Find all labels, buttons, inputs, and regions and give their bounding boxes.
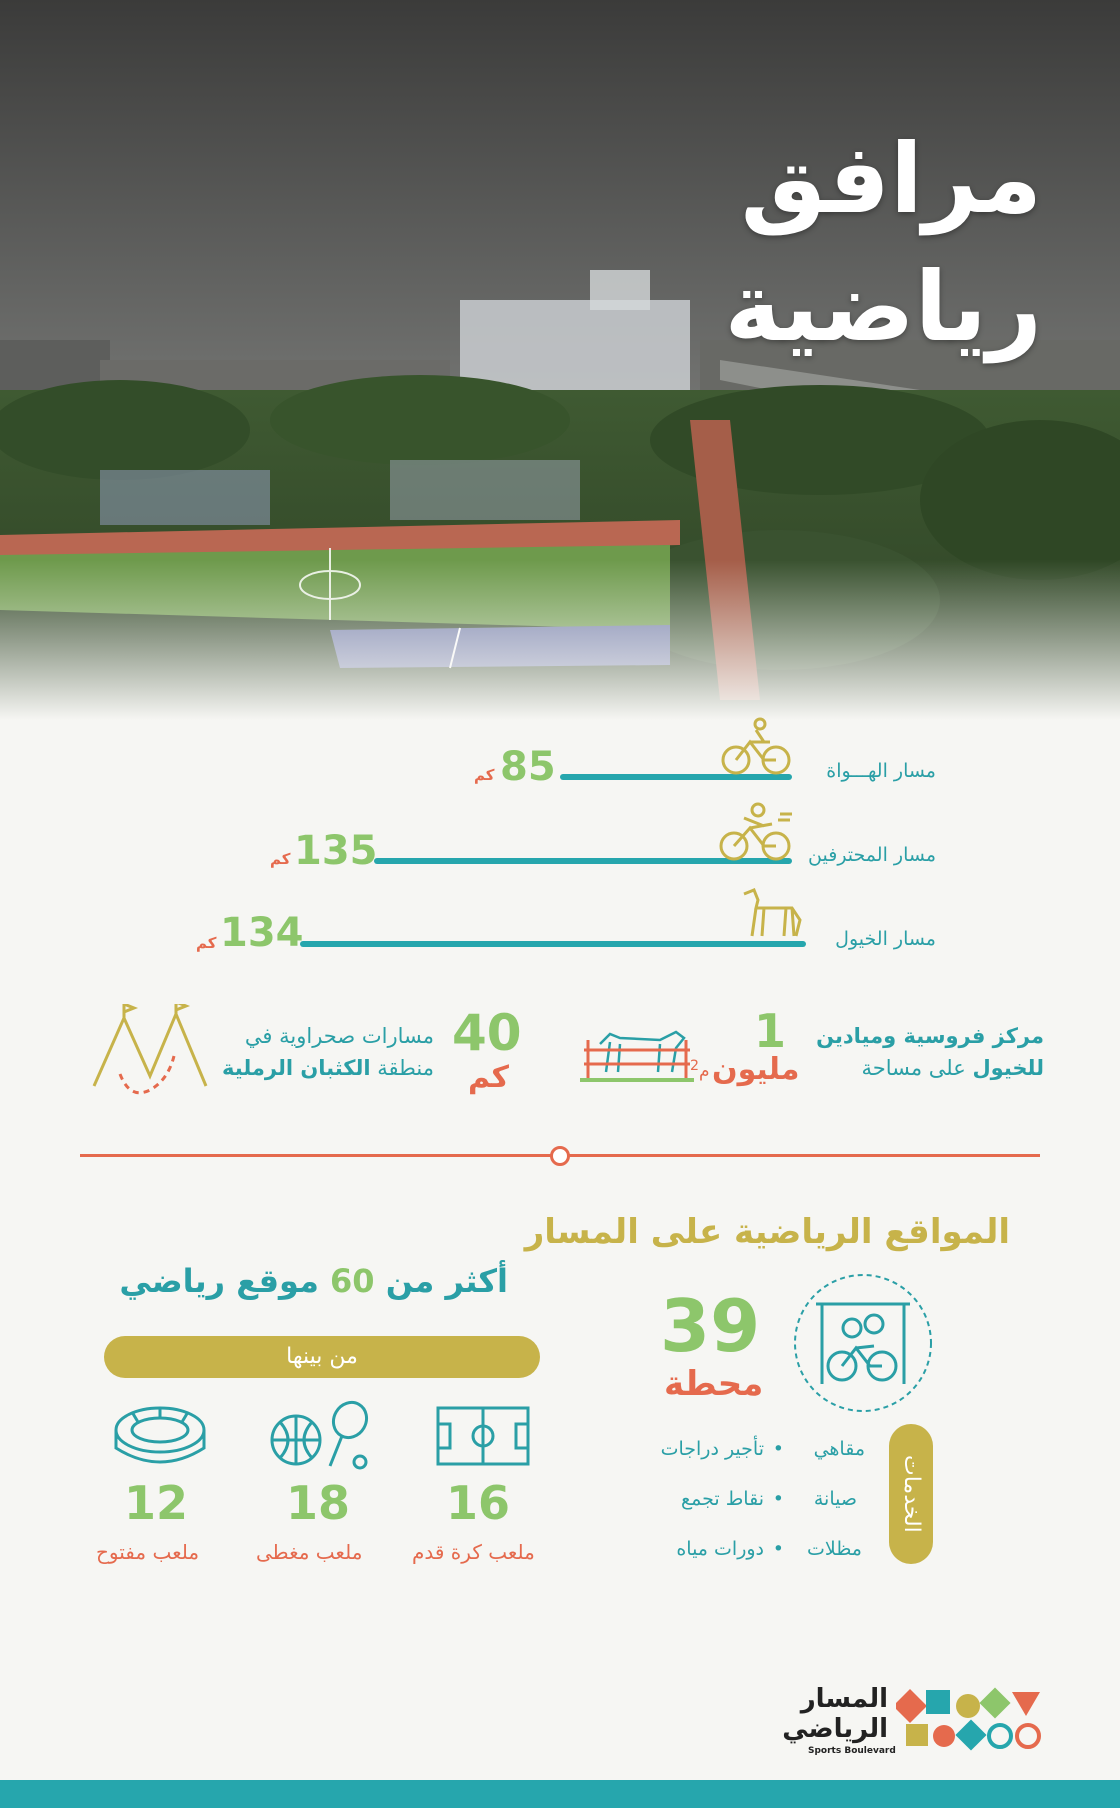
track-unit: كم: [474, 766, 495, 784]
venue-label: ملعب مفتوح: [96, 1540, 200, 1564]
venue-label: ملعب كرة قدم: [412, 1540, 535, 1564]
track-label: مسار الخيول: [835, 928, 936, 950]
venues-heading-pre: أكثر من: [385, 1262, 508, 1300]
desert-line-2-bold: الكثبان الرملية: [222, 1056, 371, 1080]
equestrian-unit-sup: 2: [690, 1058, 700, 1074]
horse-icon: [734, 886, 806, 948]
bottom-bar: [0, 1780, 1120, 1808]
stadium-icon: [112, 1400, 208, 1470]
equestrian-unit: مليون: [712, 1052, 800, 1087]
service-item: مظلات: [807, 1538, 862, 1560]
service-item: نقاط تجمع: [681, 1488, 764, 1510]
title-line-2: رياضية: [724, 251, 1042, 363]
divider-dot: [550, 1146, 570, 1166]
service-bullet: •: [772, 1488, 784, 1510]
service-item: تأجير دراجات: [660, 1438, 764, 1460]
equestrian-line-1: مركز فروسية وميادين: [816, 1024, 1044, 1048]
venue-value: 12: [124, 1476, 189, 1530]
service-item: مقاهي: [813, 1438, 865, 1460]
stations-label: محطة: [664, 1364, 764, 1404]
stations-value: 39: [660, 1284, 761, 1368]
venues-heading-post: موقع رياضي: [119, 1262, 319, 1300]
desert-line-2: [222, 1056, 434, 1080]
brand-name-line-2: الرياضي: [782, 1714, 888, 1744]
desert-value: 40: [452, 1004, 522, 1062]
track-unit: كم: [196, 934, 217, 952]
sand-dunes-icon: [90, 1004, 210, 1108]
equestrian-line-2: [861, 1056, 1044, 1080]
venue-value: 18: [286, 1476, 351, 1530]
brand-logo-mark-icon: [896, 1684, 1044, 1756]
title-line-1: مرافق: [740, 123, 1042, 235]
desert-line-2-rest: منطقة: [377, 1056, 434, 1080]
racing-bicycle-icon: [718, 800, 794, 862]
brand-name-en: Sports Boulevard: [808, 1746, 896, 1756]
football-field-icon: [436, 1406, 530, 1466]
among-them-pill: من بينها: [104, 1336, 540, 1378]
track-value: 85: [500, 744, 556, 790]
track-value: 135: [294, 828, 378, 874]
sports-sites-heading: المواقع الرياضية على المسار: [524, 1212, 1010, 1252]
horse-paddock-icon: [580, 1014, 694, 1088]
equestrian-line-2-bold: للخيول: [972, 1056, 1044, 1080]
ball-racket-icon: [268, 1400, 376, 1474]
track-value: 134: [220, 910, 304, 956]
hero-image: [0, 0, 1120, 720]
service-item: صيانة: [813, 1488, 857, 1510]
venues-heading: [119, 1262, 508, 1300]
venues-heading-num: 60: [330, 1262, 375, 1300]
desert-unit: كم: [468, 1060, 509, 1095]
service-bullet: •: [772, 1438, 784, 1460]
brand-name-line-1: المسار: [800, 1684, 888, 1714]
venue-value: 16: [446, 1476, 511, 1530]
track-label: مسار الهـــواة: [826, 760, 936, 782]
services-label: الخدمات: [889, 1424, 933, 1564]
service-item: دورات مياه: [676, 1538, 764, 1560]
bike-station-icon: [792, 1272, 934, 1414]
equestrian-value: 1: [754, 1004, 787, 1058]
track-bar: [300, 941, 806, 947]
bicycle-icon: [720, 716, 792, 776]
equestrian-unit-m: م: [699, 1061, 710, 1082]
equestrian-line-2-rest: على مساحة: [861, 1056, 966, 1080]
venue-label: ملعب مغطى: [256, 1540, 363, 1564]
desert-line-1: مسارات صحراوية في: [244, 1024, 434, 1048]
page-title: [724, 115, 1042, 371]
track-unit: كم: [270, 850, 291, 868]
track-label: مسار المحترفين: [808, 844, 936, 866]
service-bullet: •: [772, 1538, 784, 1560]
